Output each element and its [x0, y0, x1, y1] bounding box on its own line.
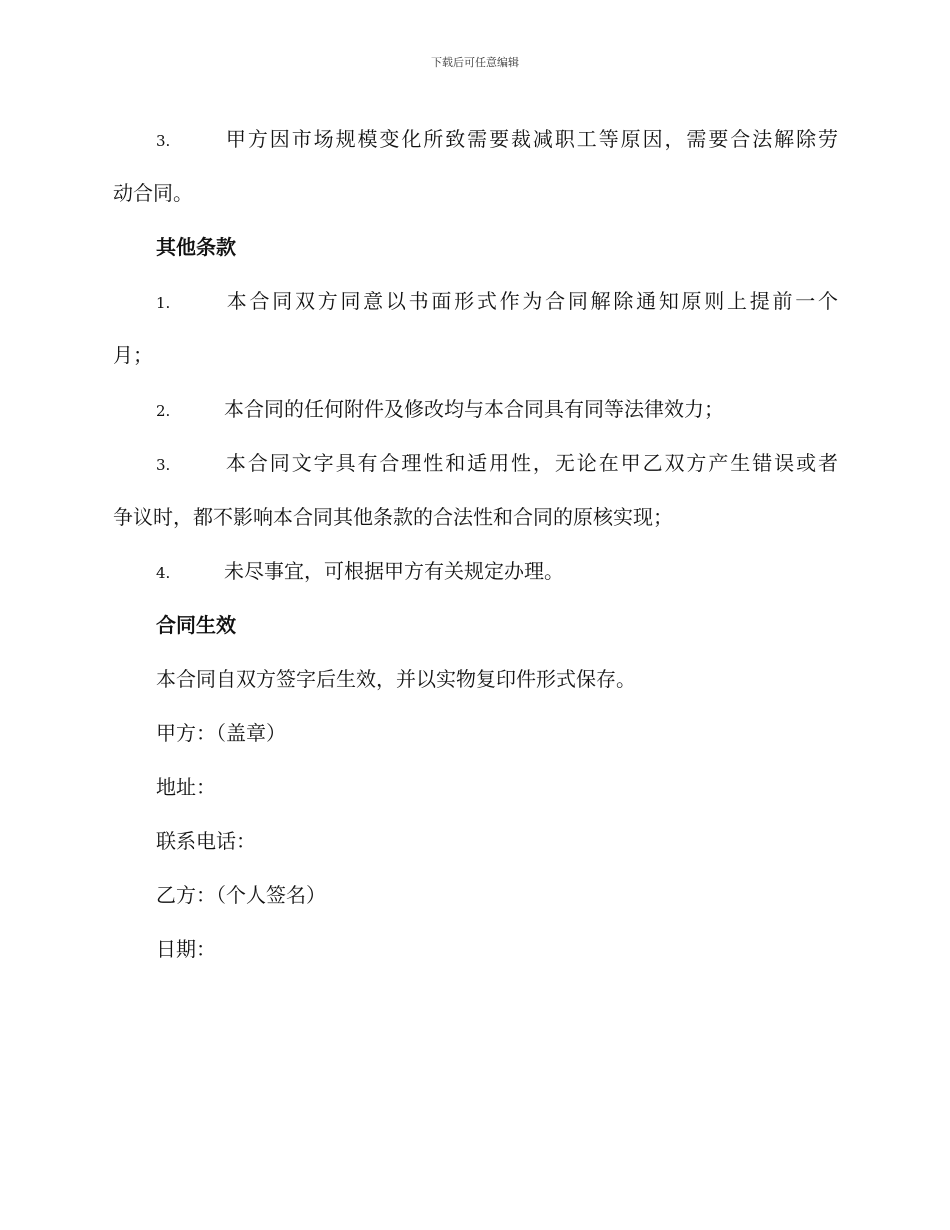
list-number: 3.: [156, 132, 171, 150]
document-body: [113, 112, 838, 976]
other-item-4: [113, 544, 838, 598]
list-text: 未尽事宜，可根据甲方有关规定办理。: [224, 559, 564, 583]
list-text: 本合同的任何附件及修改均与本合同具有同等法律效力；: [224, 397, 724, 421]
termination-item-3-line-1: [113, 112, 838, 166]
list-number: 3.: [156, 456, 171, 474]
section-heading-contract-effect: 合同生效: [156, 613, 236, 637]
list-number: 4.: [156, 564, 171, 582]
other-item-3-line-1: [113, 436, 838, 490]
date-field: 日期：: [156, 937, 216, 961]
section-heading-other-clauses: 其他条款: [156, 235, 236, 259]
contract-effect-text: 本合同自双方签字后生效，并以实物复印件形式保存。: [156, 667, 636, 691]
other-item-1-line-2: 月；: [113, 343, 153, 367]
list-text: 本合同双方同意以书面形式作为合同解除通知原则上提前一个: [224, 289, 838, 313]
party-b-field: 乙方：（个人签名）: [156, 883, 326, 907]
party-a-field: 甲方：（盖章）: [156, 721, 286, 745]
header-note: 下载后可任意编辑: [431, 56, 519, 69]
termination-item-3-line-2: 动合同。: [113, 181, 193, 205]
list-number: 1.: [156, 294, 171, 312]
list-text: 本合同文字具有合理性和适用性，无论在甲乙双方产生错误或者: [224, 451, 838, 475]
other-item-2: [113, 382, 838, 436]
address-field: 地址：: [156, 775, 216, 799]
other-item-3-line-2: 争议时，都不影响本合同其他条款的合法性和合同的原核实现；: [113, 505, 673, 529]
list-number: 2.: [156, 402, 171, 420]
other-item-1-line-1: [113, 274, 838, 328]
list-text: 甲方因市场规模变化所致需要裁减职工等原因，需要合法解除劳: [224, 127, 838, 151]
phone-field: 联系电话：: [156, 829, 256, 853]
